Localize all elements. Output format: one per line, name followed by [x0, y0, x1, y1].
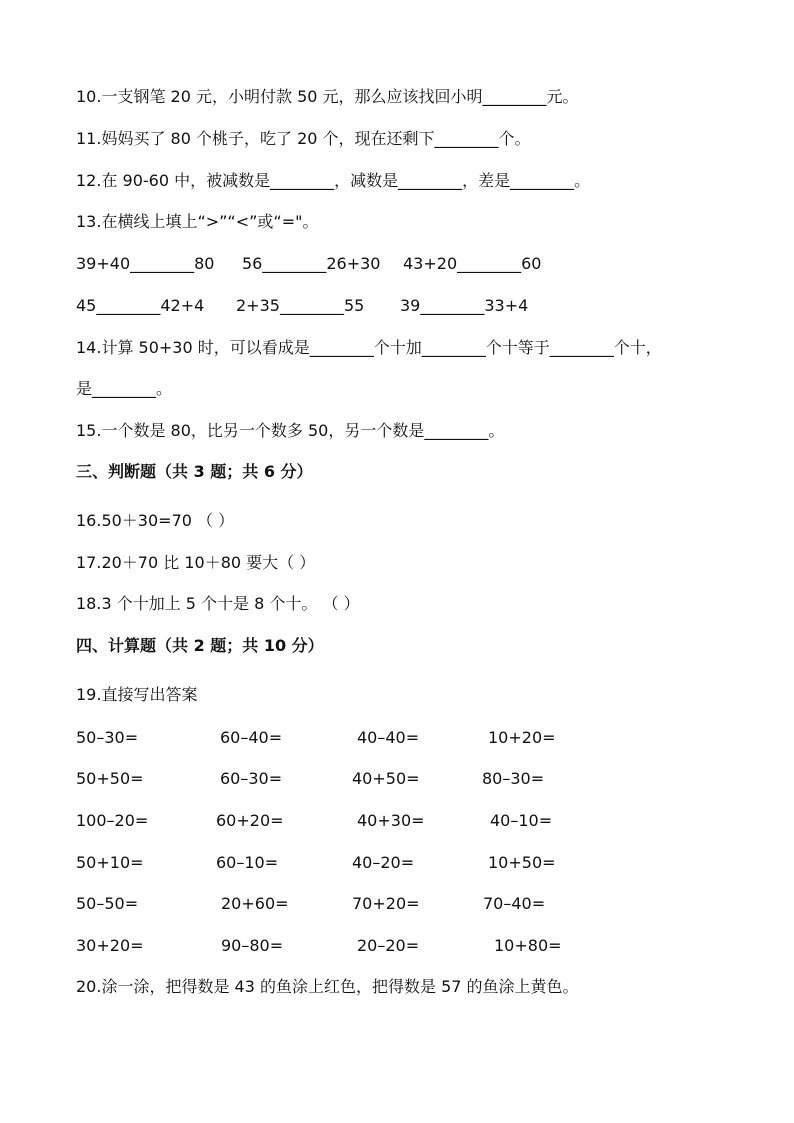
question-14-line1: 14.计算 50+30 时，可以看成是________个十加________个十等于________个十，	[76, 338, 662, 357]
calc-r5-c1: 50–50=	[76, 894, 139, 913]
calc-r5-c2: 20+60=	[221, 894, 289, 913]
calc-r2-c4: 80–30=	[482, 769, 545, 788]
section-3-heading: 三、判断题（共 3 题；共 6 分）	[76, 462, 313, 481]
calc-r1-c1: 50–30=	[76, 728, 139, 747]
question-14-line2: 是________。	[76, 379, 173, 398]
question-12: 12.在 90-60 中，被减数是________，减数是________，差是________。	[76, 171, 591, 190]
question-17: 17.20＋70 比 10＋80 要大（ ）	[76, 553, 316, 572]
calc-r3-c2: 60+20=	[216, 811, 284, 830]
question-11: 11.妈妈买了 80 个桃子，吃了 20 个，现在还剩下________个。	[76, 129, 531, 148]
calc-r6-c3: 20–20=	[357, 936, 420, 955]
calc-r2-c3: 40+50=	[352, 769, 420, 788]
question-16: 16.50＋30=70 （ ）	[76, 511, 235, 530]
calc-r3-c3: 40+30=	[357, 811, 425, 830]
calc-r4-c4: 10+50=	[488, 853, 556, 872]
calc-r1-c2: 60–40=	[220, 728, 283, 747]
question-13: 13.在横线上填上“>”“<”或“="。	[76, 212, 319, 231]
q13-row1-item2: 56________26+30	[242, 254, 381, 273]
calc-r6-c1: 30+20=	[76, 936, 144, 955]
q13-row2-item1: 45________42+4	[76, 296, 205, 315]
calc-r4-c3: 40–20=	[352, 853, 415, 872]
q13-row2-item3: 39________33+4	[400, 296, 529, 315]
calc-r5-c3: 70+20=	[352, 894, 420, 913]
q13-row1-item3: 43+20________60	[403, 254, 542, 273]
calc-r4-c2: 60–10=	[216, 853, 279, 872]
calc-r2-c2: 60–30=	[220, 769, 283, 788]
calc-r5-c4: 70–40=	[483, 894, 546, 913]
section-4-heading: 四、计算题（共 2 题；共 10 分）	[76, 636, 324, 655]
calc-r1-c3: 40–40=	[357, 728, 420, 747]
calc-r3-c1: 100–20=	[76, 811, 149, 830]
question-10: 10.一支钢笔 20 元，小明付款 50 元，那么应该找回小明________元。	[76, 87, 579, 106]
question-18: 18.3 个十加上 5 个十是 8 个十。 （ ）	[76, 594, 360, 613]
q13-row1-item1: 39+40________80	[76, 254, 215, 273]
calc-r6-c2: 90–80=	[221, 936, 284, 955]
calc-r4-c1: 50+10=	[76, 853, 144, 872]
calc-r6-c4: 10+80=	[494, 936, 562, 955]
question-19: 19.直接写出答案	[76, 685, 198, 704]
question-15: 15.一个数是 80，比另一个数多 50，另一个数是________。	[76, 421, 505, 440]
question-20: 20.涂一涂，把得数是 43 的鱼涂上红色，把得数是 57 的鱼涂上黄色。	[76, 977, 579, 996]
calc-r2-c1: 50+50=	[76, 769, 144, 788]
q13-row2-item2: 2+35________55	[236, 296, 365, 315]
calc-r3-c4: 40–10=	[490, 811, 553, 830]
calc-r1-c4: 10+20=	[488, 728, 556, 747]
